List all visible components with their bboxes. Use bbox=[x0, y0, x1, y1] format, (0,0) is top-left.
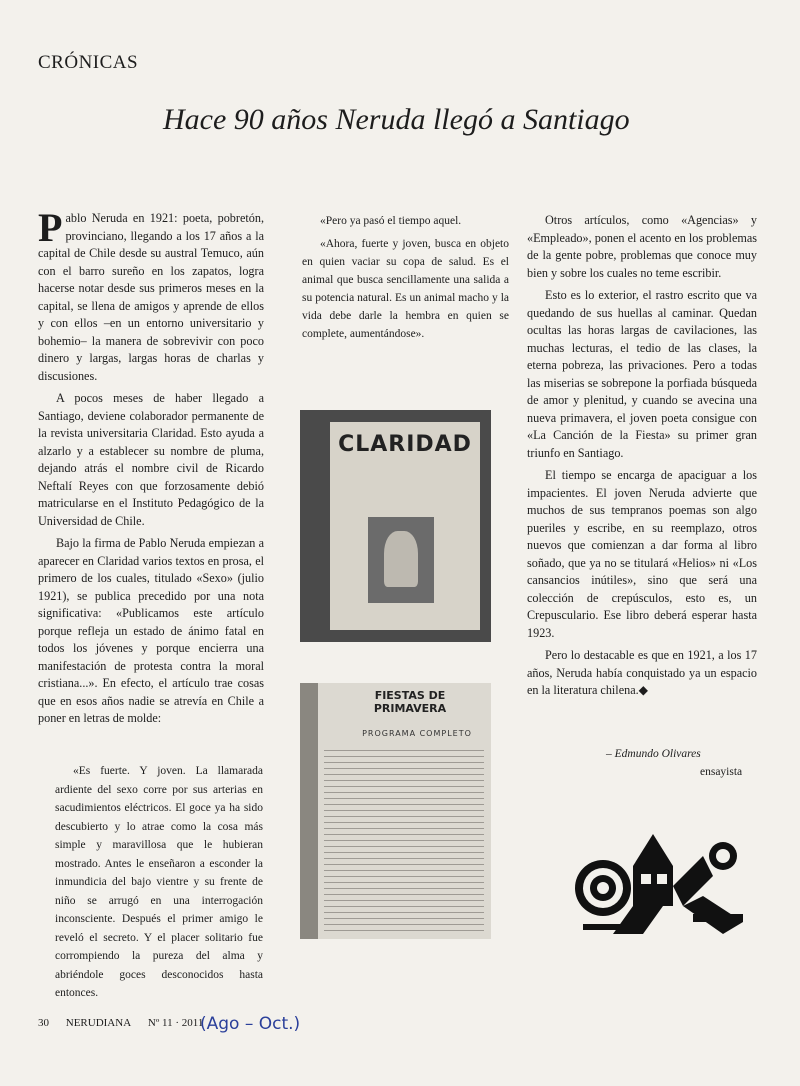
author-role: ensayista bbox=[700, 766, 743, 778]
column-3-paragraph-4: Pero lo destacable es que en 1921, a los 17 años, Neruda había conquistado ya un espacio en la literatura chilena.◆ bbox=[527, 648, 757, 697]
paragraph-1-text: ablo Neruda en 1921: poeta, pobretón, provinciano, llegando a los 17 años a la capital de Chile desde su austral Temuco, aún con el barro sureño en los zapatos, logra hacerse notar desde sus primeros meses en la capital, se llena de amigos y aprende de ellos y con ellos –en un entorno universitario y bohemio– la manera de sobrevivir con poco dinero y largas, largas horas de charlas y discusiones. bbox=[38, 211, 264, 383]
claridad-magazine-photo bbox=[300, 410, 491, 642]
magazine-name: NERUDIANA bbox=[65, 1017, 132, 1029]
page-number: 30 bbox=[38, 1017, 49, 1029]
handwritten-note: (Ago – Oct.) bbox=[200, 1014, 301, 1034]
quote-text: «Es fuerte. Y joven. La llamarada ardiente del sexo corre por sus arterias en sacudimientos eléctricos. El goce ya ha sido descubierto y lo atrae como la cosa más simple y maravillosa que le hubieran mostrado. Antes le enseñaron a esconder la inmundicia del bajo vientre y su frente de niño se arrugó en una interrogación inconsciente. Después el primer amigo le reveló el secreto. Y el placer solitario fue corrompiendo la pureza del alma y abriéndole goces desconocidos hasta entonces. bbox=[55, 765, 263, 999]
drop-cap: P bbox=[38, 205, 63, 250]
document-text-lines bbox=[324, 745, 484, 931]
article-title: Hace 90 años Neruda llegó a Santiago bbox=[163, 103, 630, 136]
document-heading: FIESTAS DE PRIMAVERA bbox=[373, 689, 447, 715]
column-3-paragraph-2: Esto es lo exterior, el rastro escrito que va quedando de sus huellas al caminar. Quedan ocultas las horas largas de cavilaciones, las muchas lecturas, el tedio de las clases, la eterna pobreza, las privaciones. Pero a todas las miserias se sobrepone la porfiada búsqueda de amor y plenitud, y cuando se avecina una nueva primavera, el joven poeta consigue con «La Canción de la Fiesta» su primer gran triunfo en Santiago. bbox=[527, 288, 757, 460]
column-2-paragraph-1: «Pero ya pasó el tiempo aquel. bbox=[320, 215, 462, 227]
author-name: – Edmundo Olivares bbox=[606, 748, 701, 760]
program-document-photo bbox=[300, 683, 491, 939]
magazine-masthead: CLARIDAD bbox=[338, 432, 472, 457]
section-heading: CRÓNICAS bbox=[38, 52, 139, 73]
pre-columbian-ornament-icon bbox=[573, 826, 753, 938]
issue-info: Nº 11 · 2011 bbox=[147, 1017, 204, 1029]
document-subheading: PROGRAMA COMPLETO bbox=[362, 729, 472, 738]
column-3 bbox=[527, 212, 757, 705]
column-3-paragraph-1: Otros artículos, como «Agencias» y «Empleado», ponen el acento en los problemas de la gente pobre, problemas que conoce muy bien y sobre los cuales no teme escribir. bbox=[527, 213, 757, 280]
paragraph-2: A pocos meses de haber llegado a Santiago, deviene colaborador permanente de la revista universitaria Claridad. Esto ayuda a alzarlo y a establecer su nombre de pluma, dejando atrás el nombre civil de Ricardo Neftalí Reyes con que forzosamente debió matricularse en el Instituto Pedagógico de la Universidad de Chile. bbox=[38, 391, 264, 528]
column-1 bbox=[38, 205, 264, 733]
quote-block bbox=[55, 762, 263, 1003]
document-edge bbox=[300, 683, 318, 939]
page-footer bbox=[38, 1017, 217, 1029]
column-3-paragraph-3: El tiempo se encarga de apaciguar a los impacientes. El joven Neruda advierte que muchos de sus tempranos poemas son algo pueriles y escribe, en su reemplazo, otros nuevos que comienzan a dar forma al libro soñado, que ya no se titulará «Helios» ni «Los cansancios inútiles», sino que será una colección de crepúsculos, esto es, un Crepusculario. Ese libro deberá esperar hasta 1923. bbox=[527, 468, 757, 640]
cover-illustration bbox=[368, 517, 434, 603]
magazine-cover bbox=[330, 422, 480, 630]
paragraph-1 bbox=[38, 205, 264, 385]
column-2 bbox=[302, 212, 509, 348]
column-2-paragraph-2: «Ahora, fuerte y joven, busca en objeto en quien vaciar su copa de salud. Es el animal que busca sencillamente una salida a su potencia natural. Es un animal macho y la vida debe darle la hembra en quien se complete, aumentándose». bbox=[302, 238, 509, 340]
paragraph-3: Bajo la firma de Pablo Neruda empiezan a aparecer en Claridad varios textos en prosa, el primero de los cuales, titulado «Sexo» (julio 1921), se publica precedido por una nota significativa: «Publicamos este artículo porque refleja un estado de ánimo fatal en todos los jóvenes y porque encierra una manifestación de protesta contra la moral cristiana...». En efecto, el artículo trae cosas que en esos años nadie se atrevía en Chile a poner en letras de molde: bbox=[38, 536, 264, 725]
